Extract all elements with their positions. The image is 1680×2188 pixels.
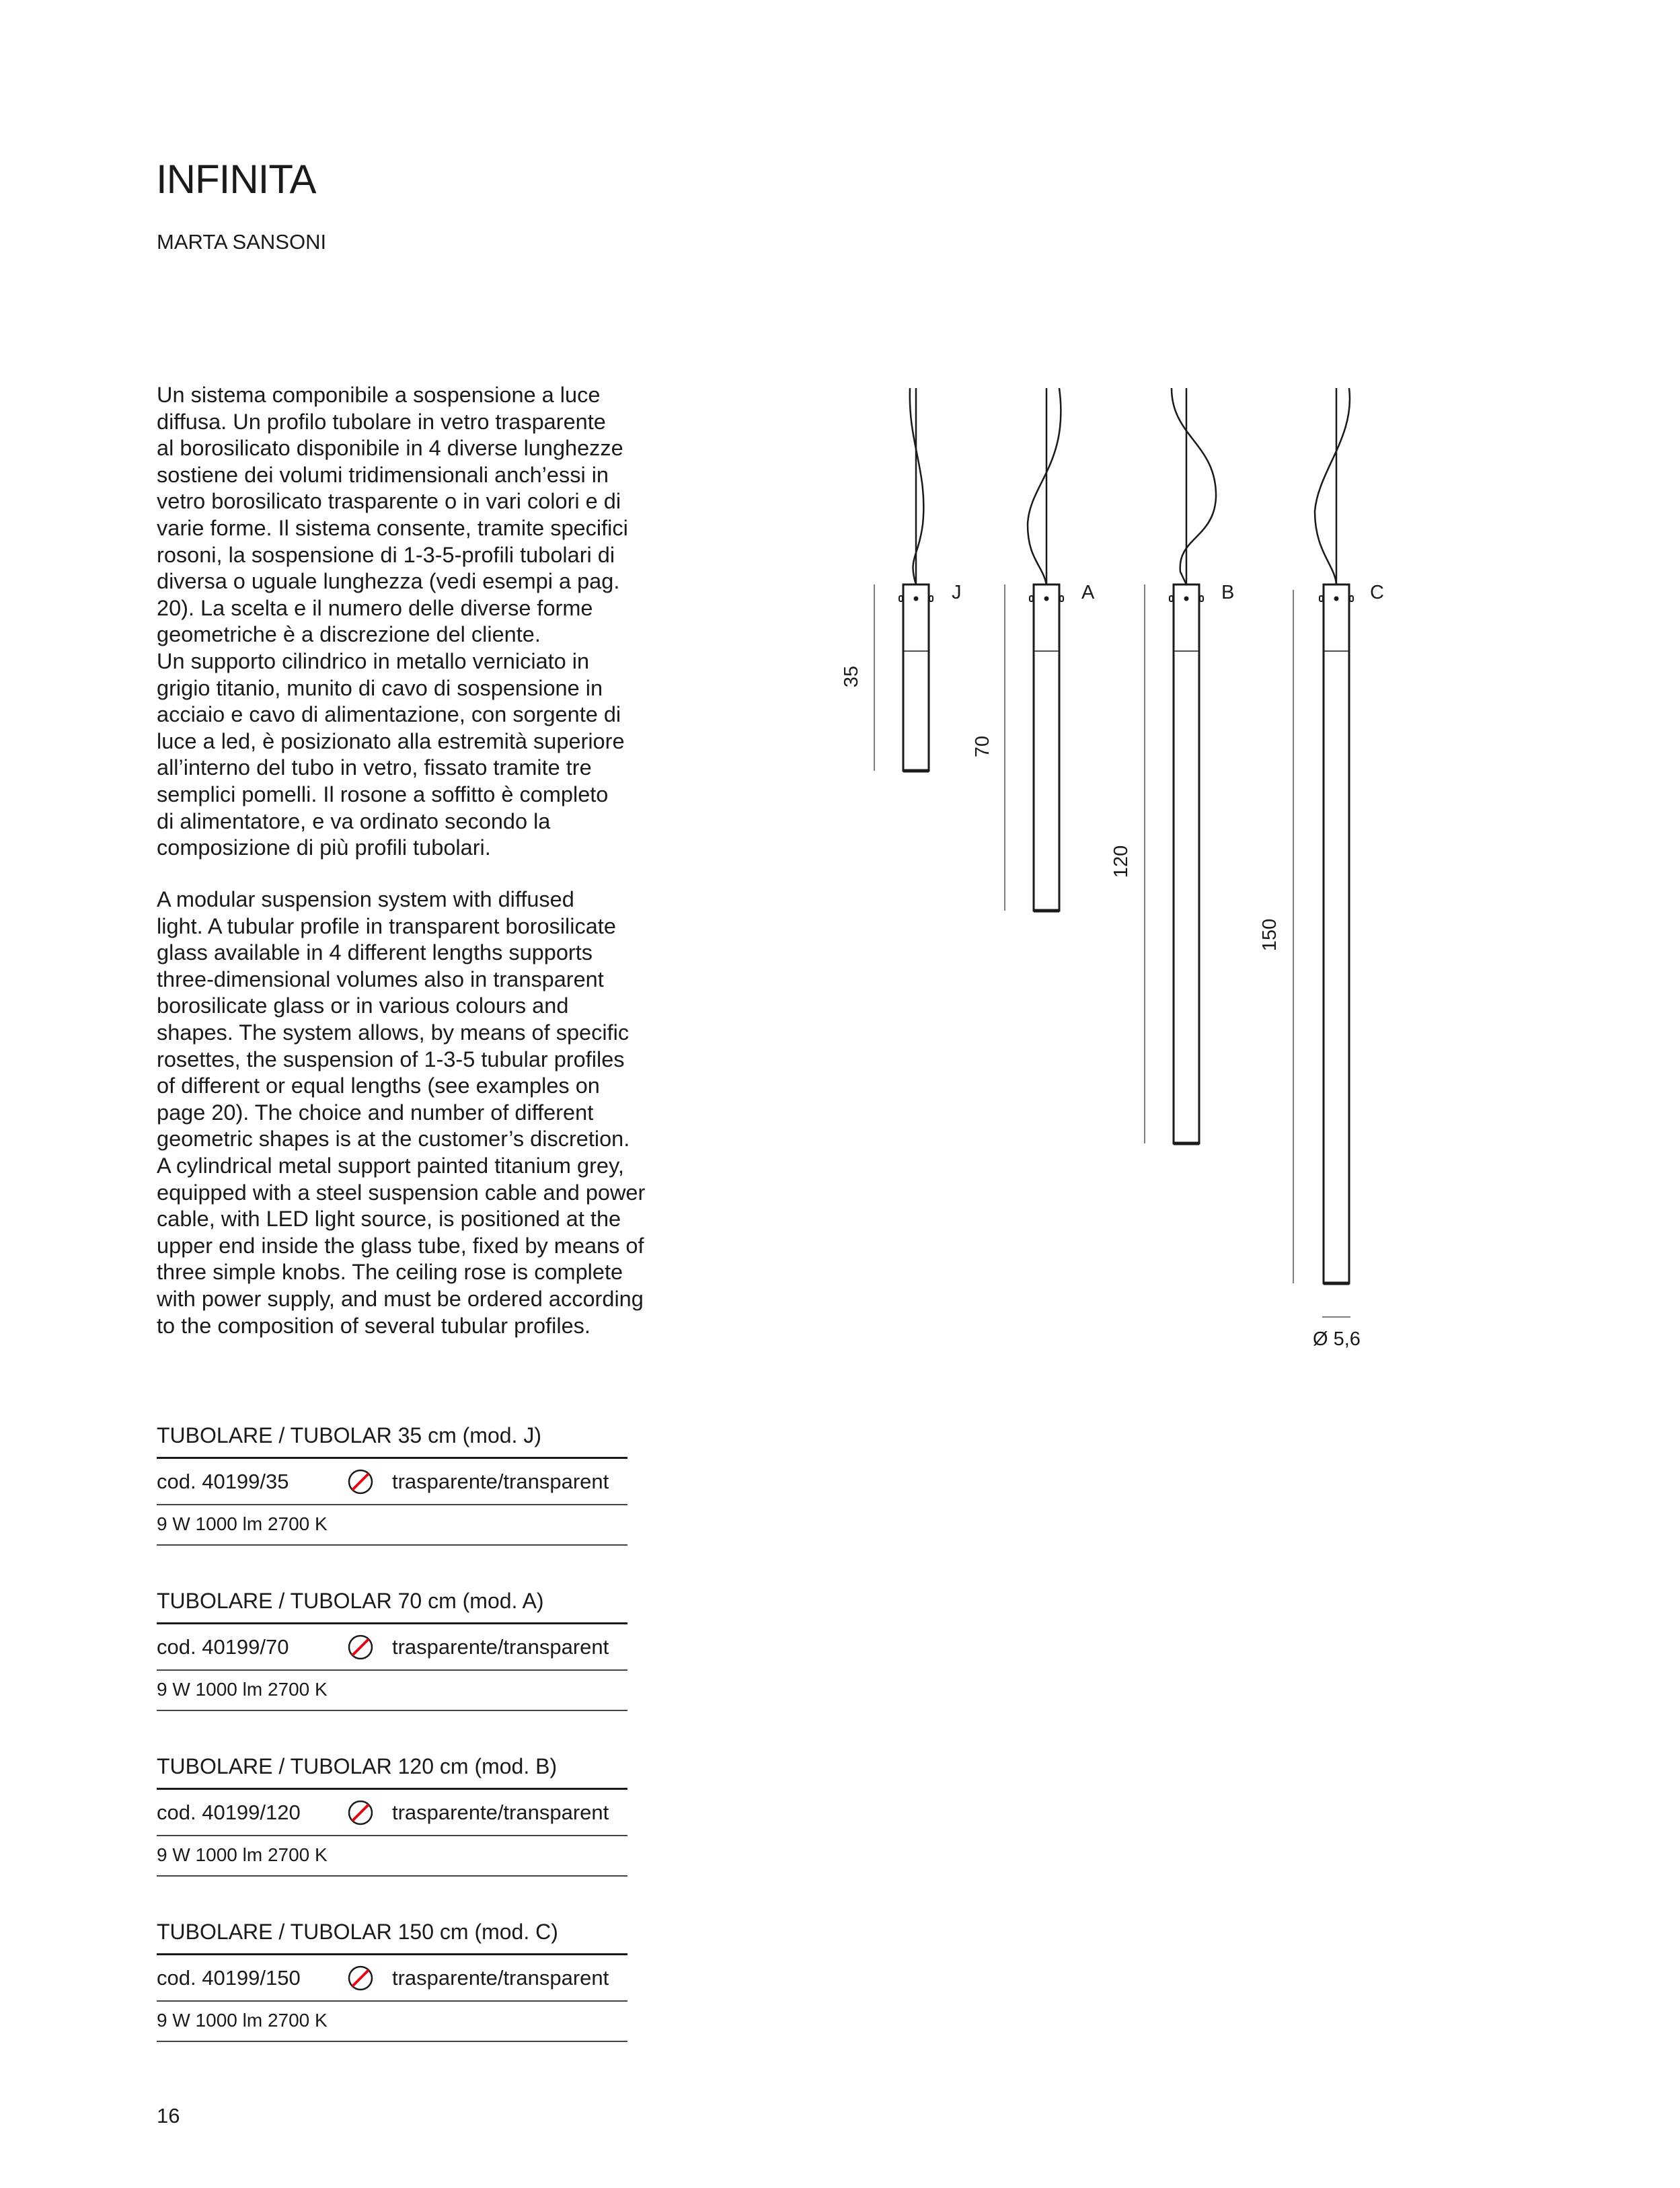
description-english: A modular suspension system with diffused light. A tubular profile in transparent borosilicate glass available in 4 different lengths supports three-dimensional volumes also in transparent borosilicate glass or in various colours and shapes. The system allows, by means of specific rosettes, the suspension of 1-3-5 tubular profiles of different or equal lengths (see examples on page 20). The choice and number of different geometric shapes is at the customer’s discretion. A cylindrical metal support painted titanium grey, equipped with a steel suspension cable and power cable, with LED light source, is positioned at the upper end inside the glass tube, fixed by means of three simple knobs. The ceiling rose is complete with power supply, and must be ordered according to the composition of several tubular profiles. bbox=[157, 887, 646, 1338]
lamp-a-drawing bbox=[1005, 388, 1061, 911]
designer-name: MARTA SANSONI bbox=[157, 230, 327, 254]
product-table-j bbox=[157, 1417, 627, 1546]
product-code: cod. 40199/120 bbox=[157, 1801, 301, 1824]
transparent-swatch-icon bbox=[347, 1965, 374, 1992]
product-code-row bbox=[157, 1790, 627, 1836]
lamp-j-drawing bbox=[874, 388, 929, 771]
description-italian: Un sistema componibile a sospensione a luce diffusa. Un profilo tubolare in vetro trasparente al borosilicato disponibile in 4 diverse lunghezze sostiene dei volumi tridimensionali anch’essi in vetro borosilicato trasparente o in vari colori e di varie forme. Il sistema consente, tramite specifici rosoni, la sospensione di 1-3-5-profili tubolari di diversa o uguale lunghezza (vedi esempi a pag. 20). La scelta e il numero delle diverse forme geometriche è a discrezione del cliente. Un supporto cilindrico in metallo verniciato in grigio titanio, munito di cavo di sospensione in acciaio e cavo di alimentazione, con sorgente di luce a led, è posizionato alla estremità superiore all’interno del tubo in vetro, fissato tramite tre semplici pomelli. Il rosone a soffitto è completo di alimentatore, e va ordinato secondo la composizione di più profili tubolari. bbox=[157, 383, 628, 860]
diameter-label: Ø 5,6 bbox=[1313, 1328, 1361, 1350]
model-letter-b: B bbox=[1221, 582, 1235, 603]
transparent-swatch-icon bbox=[347, 1634, 374, 1661]
product-table-a bbox=[157, 1582, 627, 1711]
dimension-70: 70 bbox=[972, 735, 993, 758]
lamp-b-drawing bbox=[1145, 388, 1216, 1143]
finish: trasparente/transparent bbox=[392, 1966, 609, 1990]
product-spec: 9 W 1000 lm 2700 K bbox=[157, 1671, 627, 1711]
product-title: INFINITA bbox=[156, 157, 316, 202]
lamp-c-drawing bbox=[1293, 388, 1350, 1317]
product-code-row bbox=[157, 1955, 627, 2002]
product-spec: 9 W 1000 lm 2700 K bbox=[157, 1836, 627, 1877]
product-title: TUBOLARE / TUBOLAR 35 cm (mod. J) bbox=[157, 1417, 627, 1459]
transparent-swatch-icon bbox=[347, 1468, 374, 1495]
product-table-b bbox=[157, 1747, 627, 1877]
product-table-c bbox=[157, 1913, 627, 2042]
product-spec: 9 W 1000 lm 2700 K bbox=[157, 1505, 627, 1546]
product-code-row bbox=[157, 1624, 627, 1671]
dimension-150: 150 bbox=[1259, 918, 1281, 952]
product-code-row bbox=[157, 1459, 627, 1505]
product-title: TUBOLARE / TUBOLAR 150 cm (mod. C) bbox=[157, 1913, 627, 1955]
product-code: cod. 40199/35 bbox=[157, 1470, 289, 1493]
model-letter-c: C bbox=[1370, 582, 1384, 603]
dimension-120: 120 bbox=[1110, 845, 1132, 878]
product-code: cod. 40199/150 bbox=[157, 1966, 301, 1990]
model-letter-a: A bbox=[1081, 582, 1095, 603]
finish: trasparente/transparent bbox=[392, 1801, 609, 1824]
finish: trasparente/transparent bbox=[392, 1635, 609, 1659]
page-number: 16 bbox=[157, 2104, 180, 2127]
dimension-35: 35 bbox=[841, 665, 862, 688]
product-spec: 9 W 1000 lm 2700 K bbox=[157, 2002, 627, 2042]
product-title: TUBOLARE / TUBOLAR 70 cm (mod. A) bbox=[157, 1582, 627, 1624]
transparent-swatch-icon bbox=[347, 1799, 374, 1826]
model-letter-j: J bbox=[952, 582, 962, 603]
product-code: cod. 40199/70 bbox=[157, 1635, 289, 1659]
finish: trasparente/transparent bbox=[392, 1470, 609, 1493]
product-title: TUBOLARE / TUBOLAR 120 cm (mod. B) bbox=[157, 1747, 627, 1790]
